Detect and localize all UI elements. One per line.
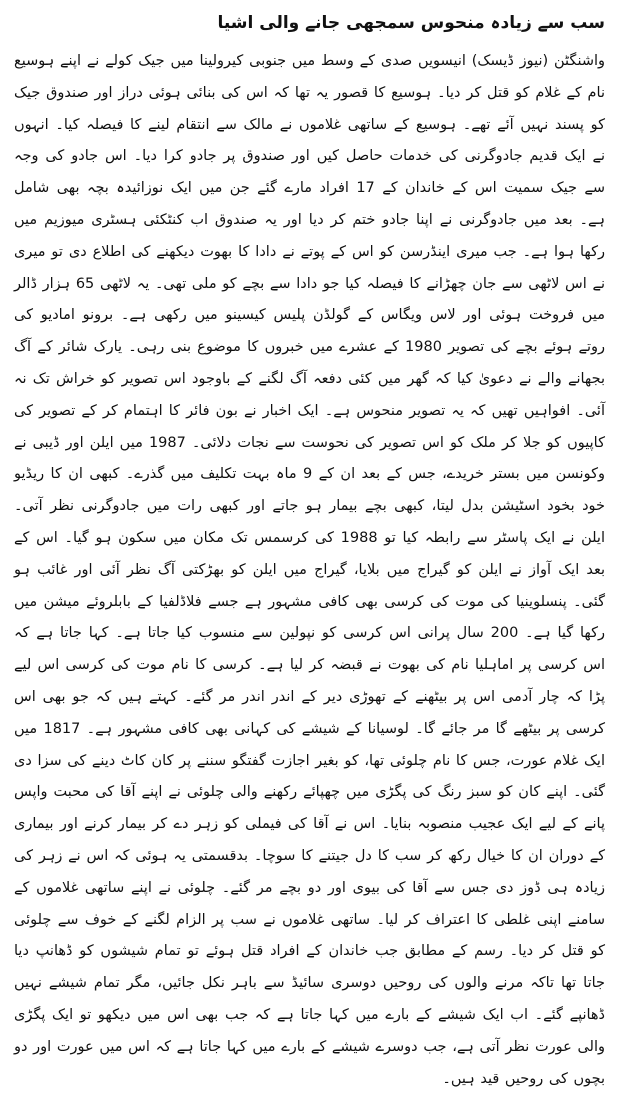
article-body: واشنگٹن (نیوز ڈیسک) انیسویں صدی کے وسط میں جنوبی کیرولینا میں جیک کولے نے اپنے ہوسیع نام کے غلام کو قتل کر دیا۔ ہوسیع کا قصور یہ تھا کہ اس کی بنائی ہوئی دراز اور صندوق جیک کو پسند نہیں آئے تھے۔ ہوسیع کے ساتھی غلاموں نے مالک سے انتقام لینے کا فیصلہ کیا۔ انہوں نے ایک قدیم جادوگرنی کی خدمات حاصل کیں اور صندوق پر جادو کرا دیا۔ اس جادو کی وجہ سے جیک سمیت اس کے خاندان کے 17 افراد مارے گئے جن میں ایک نوزائیدہ بچہ بھی شامل ہے۔ بعد میں جادوگرنی نے اپنا جادو ختم کر دیا اور یہ صندوق اب کنٹکئی ہسٹری میوزیم میں رکھا ہوا ہے۔ جب میری اینڈرسن کو اس کے پوتے نے دادا کا بھوت دیکھنے کی اطلاع دی تو میری نے اس لاٹھی سے جان چھڑانے کا فیصلہ کیا جو دادا سے بچے کو ملی تھی۔ یہ لاٹھی 65 ہزار ڈالر میں فروخت ہوئی اور لاس ویگاس کے گولڈن پلیس کیسینو میں رکھی ہے۔ برونو امادیو کی روتے ہوئے بچے کی تصویر 1980 کے عشرے میں خبروں کا موضوع بنی رہی۔ یارک شائر کے آگ بجھانے والے نے دعویٰ کیا کہ گھر میں کئی دفعہ آگ لگنے کے باوجود اس تصویر کو خراش تک نہ آئی۔ افواہیں تھیں کہ یہ تصویر منحوس ہے۔ ایک اخبار نے بون فائر کا اہتمام کر کے تصویر کی کاپیوں کو جلا کر ملک کو اس تصویر کی نحوست سے نجات دلائی۔ 1987 میں ایلن اور ڈیبی نے وکونسن میں بستر خریدے، جس کے بعد ان کے 9 ماہ بہت تکلیف میں گذرے۔ کبھی ان کا ریڈیو خود بخود اسٹیشن بدل لیتا، کبھی بچے بیمار ہو جاتے اور کبھی رات میں جادوگرنی نظر آتی۔ ایلن نے ایک پاسٹر سے رابطہ کیا تو 1988 کی کرسمس تک مکان میں سکون ہو گیا۔ اس کے بعد ایک آواز نے ایلن کو گیراج میں بلایا، گیراج میں ایلن کو بھڑکتی آگ نظر آئی اور غائب ہو گئی۔ پنسلوینیا کی موت کی کرسی بھی کافی مشہور ہے جسے فلاڈلفیا کے بابلروئے میشن میں رکھا گیا ہے۔ 200 سال پرانی اس کرسی کو نپولین سے منسوب کیا جاتا ہے۔ کہا جاتا ہے کہ اس کرسی پر اماہلیا نام کی بھوت نے قبضہ کر لیا ہے۔ کرسی کا نام موت کی کرسی اس لیے پڑا کہ چار آدمی اس پر بیٹھنے کے تھوڑی دیر کے اندر اندر مر گئے۔ کہتے ہیں کہ جو بھی اس کرسی پر بیٹھے گا مر جائے گا۔ لوسیانا کے شیشے کی کہانی بھی کافی مشہور ہے۔ 1817 میں ایک غلام عورت، جس کا نام چلوئی تھا، کو بغیر اجازت گفتگو سننے پر کان کاٹ دینے کی سزا دی گئی۔ اپنے کان کو سبز رنگ کی پگڑی میں چھپائے رکھنے والی چلوئی نے اپنے آقا کی محبت واپس پانے کے لیے ایک عجیب منصوبہ بنایا۔ اس نے آقا کی فیملی کو زہر دے کر بیمار کرنے اور بیماری کے دوران ان کا خیال رکھ کر سب کا دل جیتنے کا سوچا۔ بدقسمتی یہ ہوئی کہ اس نے زہر کی زیادہ ہی ڈوز دی جس سے آقا کی بیوی اور دو بچے مر گئے۔ چلوئی نے اپنے ساتھی غلاموں کے سامنے اپنی غلطی کا اعتراف کر لیا۔ ساتھی غلاموں نے سب پر الزام لگنے کے خوف سے چلوئی کو قتل کر دیا۔ رسم کے مطابق جب خاندان کے افراد قتل ہوئے تو تمام شیشوں کو ڈھانپ دیا جاتا تھا تاکہ مرنے والوں کی روحیں دوسری سائیڈ سے باہر نکل جائیں، مگر تمام شیشے نہیں ڈھانپے گئے۔ اب ایک شیشے کے بارے میں کہا جاتا ہے کہ جب بھی اس میں دیکھو تو ایک پگڑی والی عورت نظر آتی ہے، جب دوسرے شیشے کے بارے میں کہا جاتا ہے کہ اس میں عورت اور دو بچوں کی روحیں قید ہیں۔ xyxy=(14,53,605,1087)
article-title: سب سے زیادہ منحوس سمجھی جانے والی اشیا xyxy=(217,13,605,33)
